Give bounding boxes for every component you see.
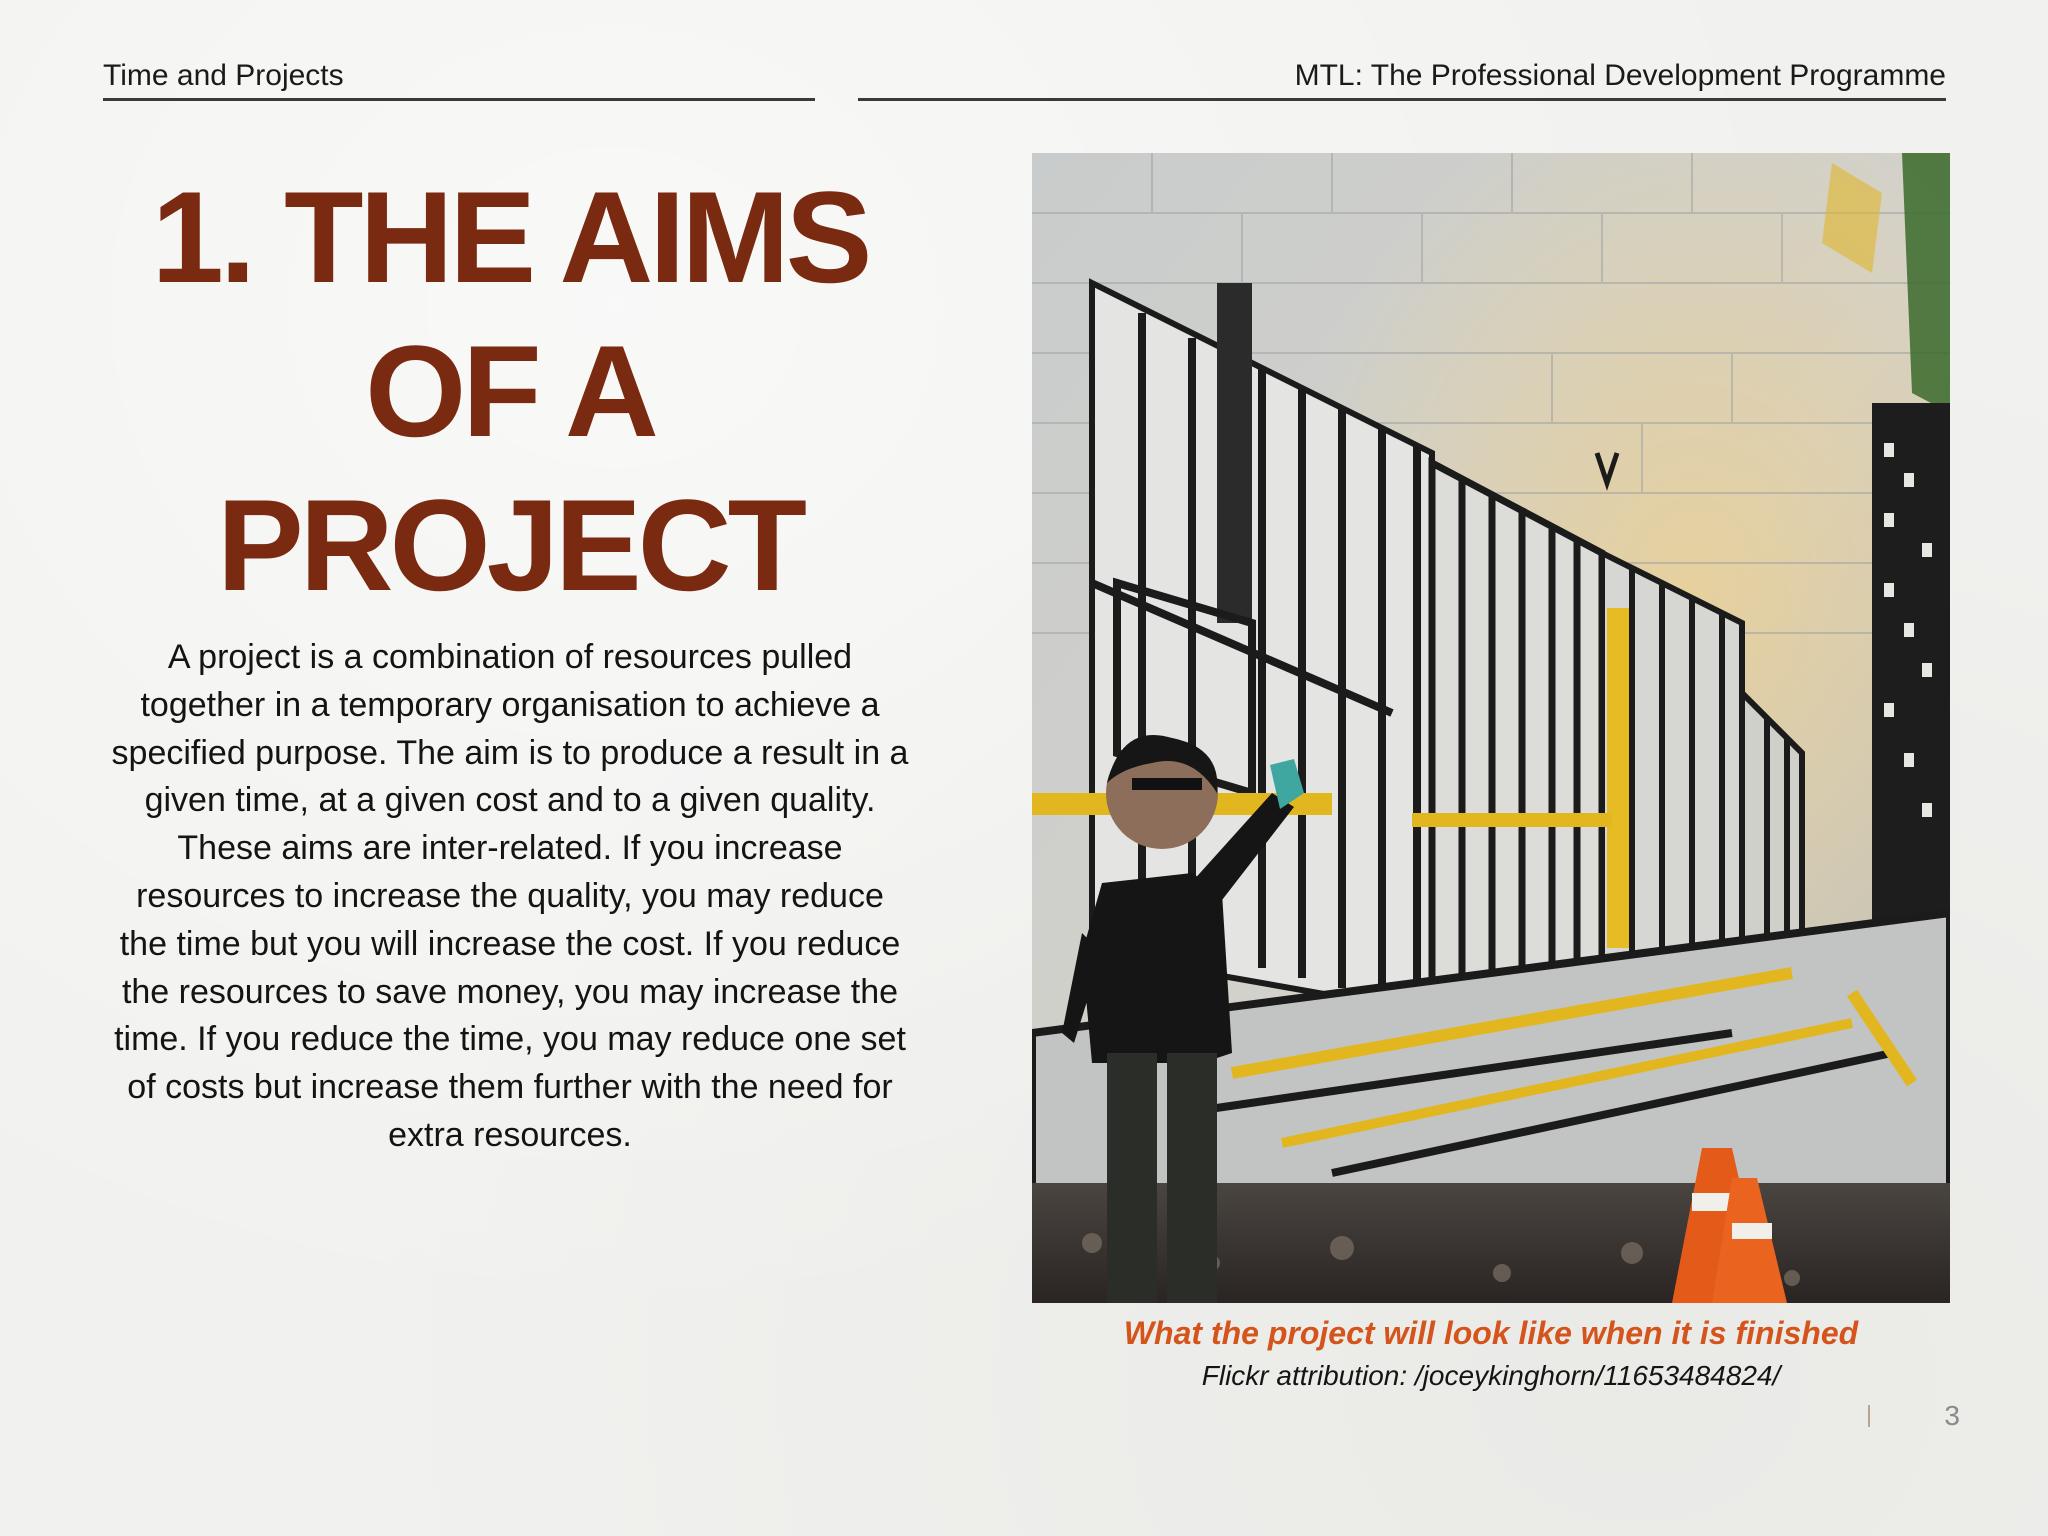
image-caption: What the project will look like when it is finished [1123, 1315, 1859, 1351]
slide-title [80, 160, 940, 622]
page-number: 3 [1944, 1400, 1960, 1431]
mural-photo [1032, 153, 1950, 1303]
slide-title-line-1: 1. THE AIMS [151, 164, 869, 310]
slide-title-line-2: OF A [365, 318, 655, 464]
image-attribution: Flickr attribution: /joceykinghorn/11653484824/ [1201, 1360, 1781, 1391]
mural-painting-illustration [1032, 153, 1950, 1303]
yellow-pillar [1607, 608, 1629, 948]
yellow-stripe-2 [1412, 813, 1612, 827]
header-programme-title: MTL: The Professional Development Programme [858, 58, 1946, 101]
header-section-title: Time and Projects [103, 58, 815, 101]
body-paragraph: A project is a combination of resources pulled together in a temporary organisation to achieve a specified purpose. The aim is to produce a result in a given time, at a given cost and to a given quality. These aims are inter-related. If you increase resources to increase the quality, you may reduce the time but you will increase the cost. If you reduce the resources to save money, you may increase the time. If you reduce the time, you may reduce one set of costs but increase them further with the need for extra resources. [111, 638, 909, 1154]
page-number-divider [1868, 1405, 1870, 1427]
slide-title-line-3: PROJECT [216, 472, 803, 618]
